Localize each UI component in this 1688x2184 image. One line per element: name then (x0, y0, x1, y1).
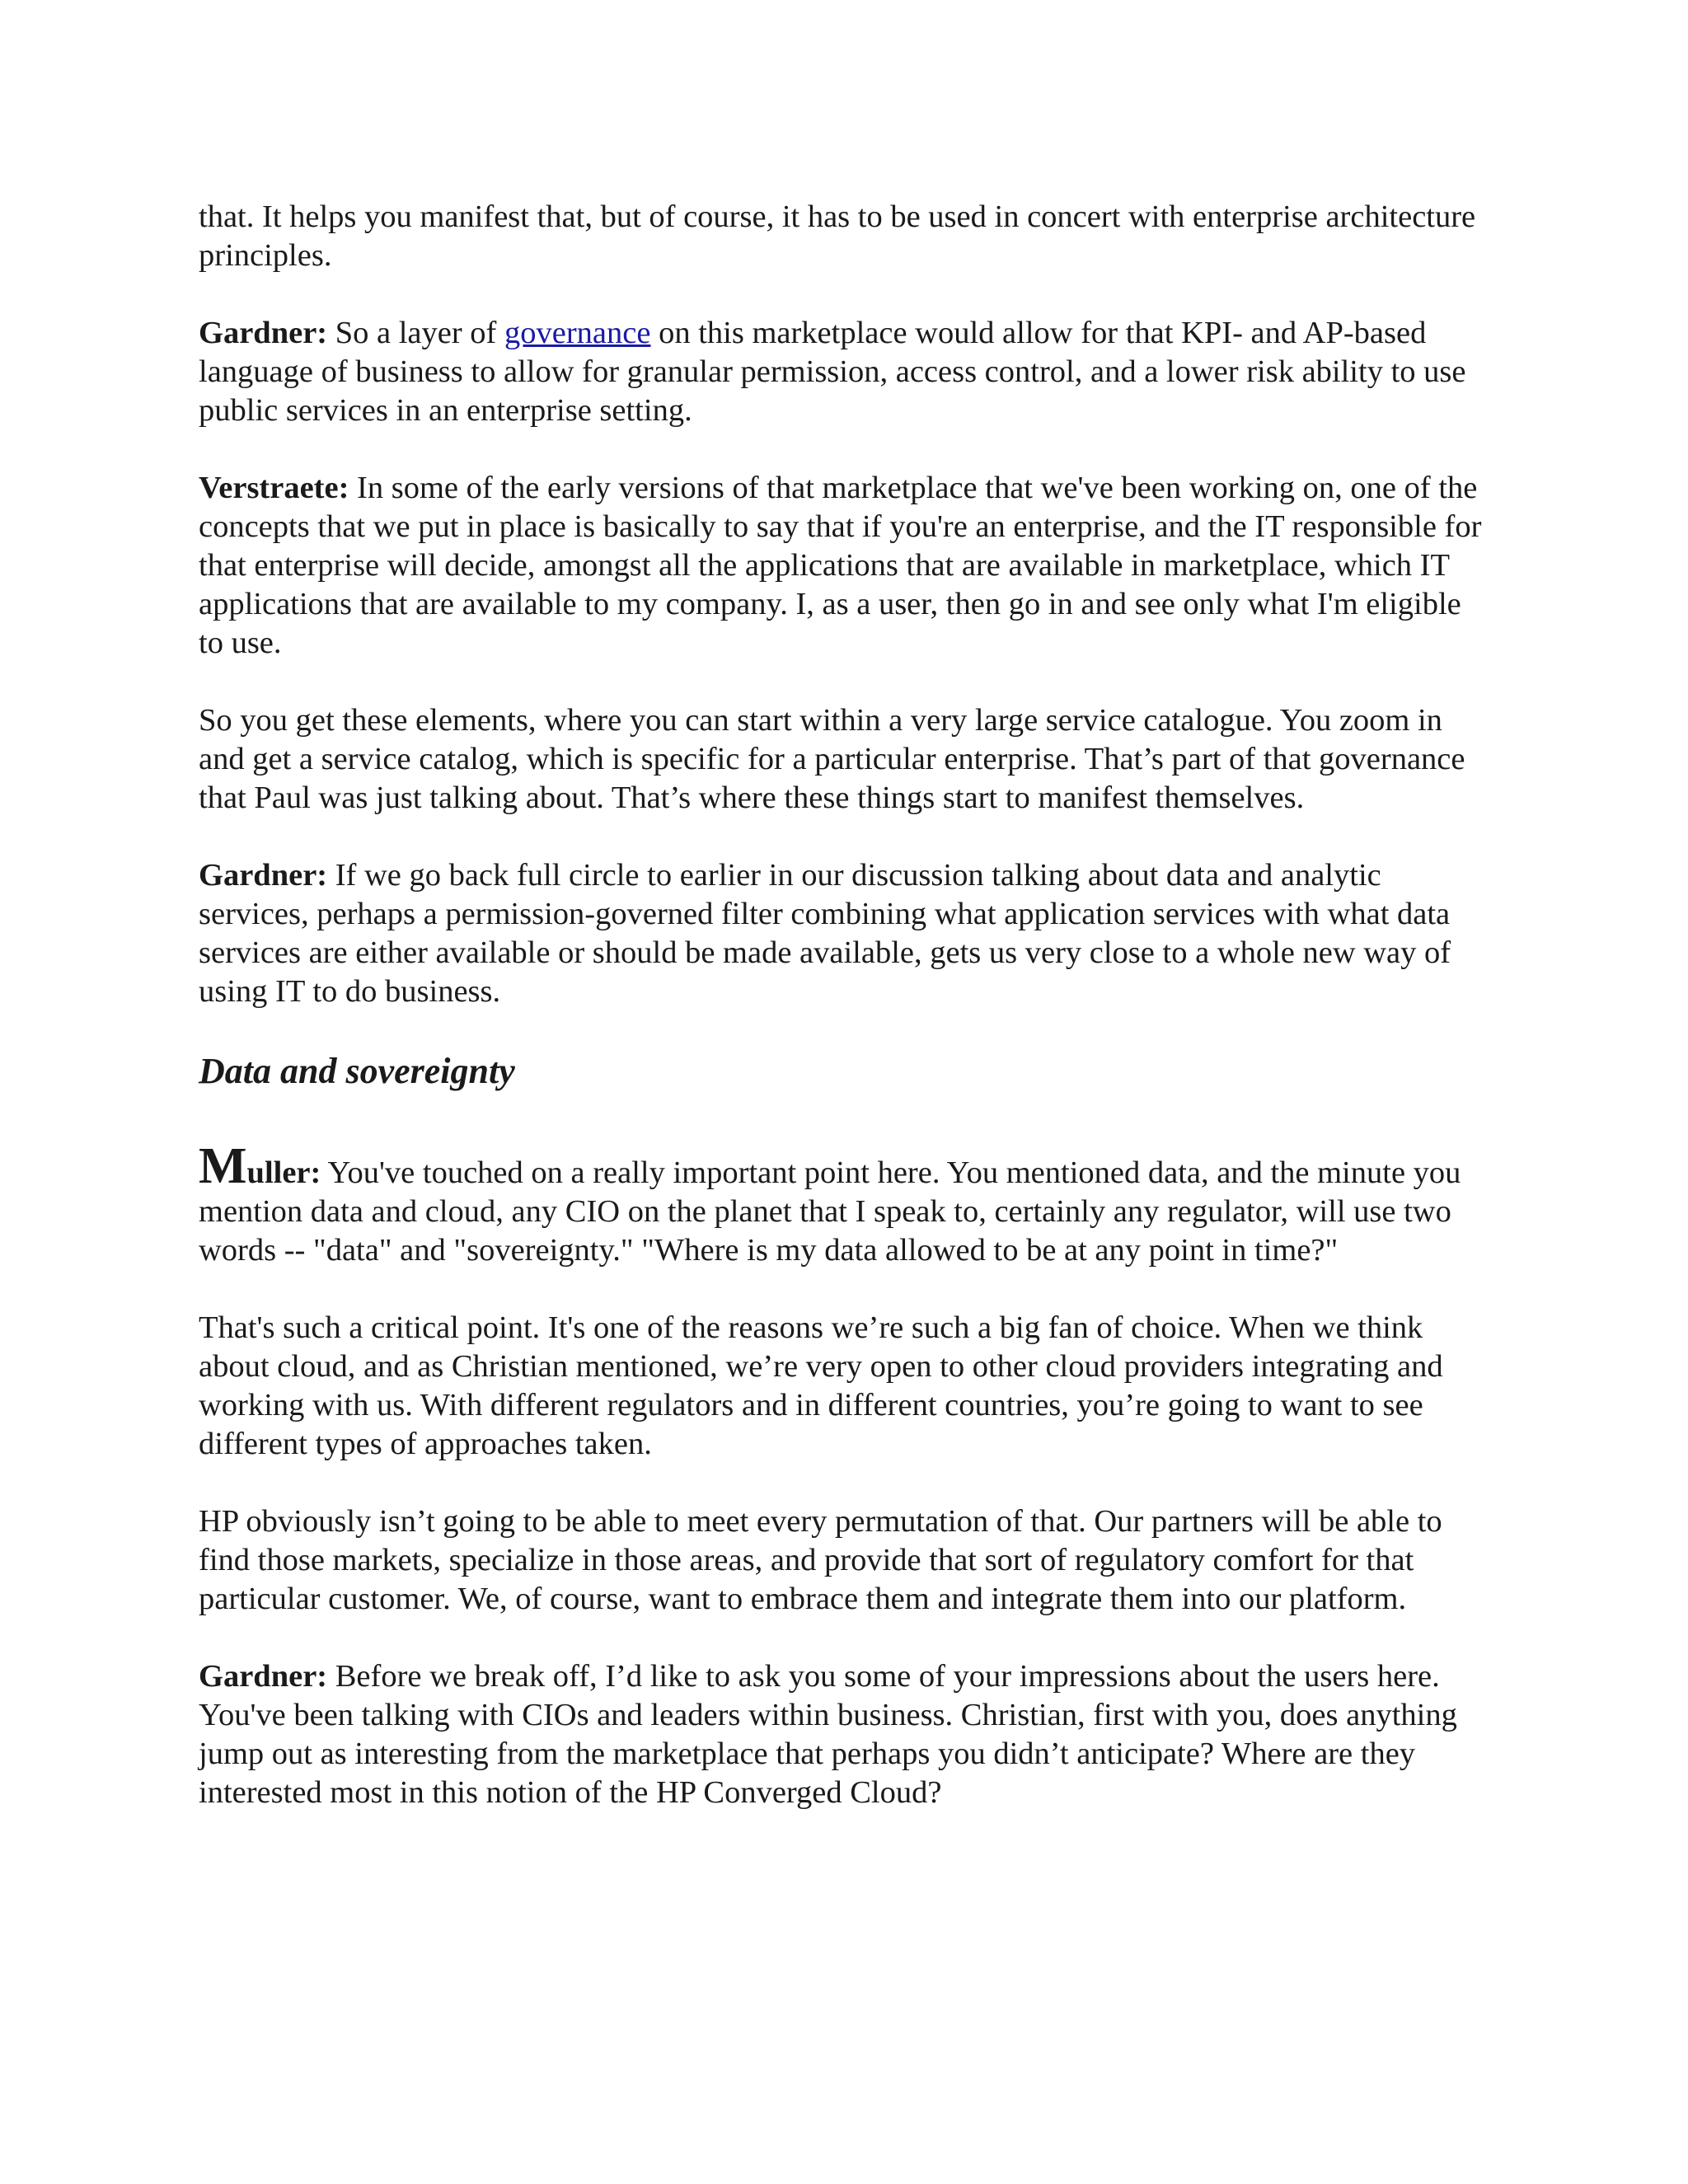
governance-link[interactable]: governance (504, 316, 651, 350)
document-page (199, 198, 1489, 1851)
paragraph (199, 198, 1489, 275)
speaker-name (199, 1138, 321, 1194)
speaker-name: Verstraete: (199, 471, 349, 505)
paragraph (199, 469, 1489, 663)
section-heading: Data and sovereignty (199, 1051, 515, 1091)
paragraph-text: Before we break off, I’d like to ask you some of your impressions about the users here. You've been talking with CIOs and leaders within business. Christian, first with you, does anything jump out as interesting from the marketplace that perhaps you didn’t anticipate? Where are they interested most in this notion of the HP Converged Cloud? (199, 1659, 1457, 1810)
speaker-name: Gardner: (199, 1659, 328, 1694)
paragraph (199, 1657, 1489, 1812)
paragraph-text: That's such a critical point. It's one of the reasons we’re such a big fan of choice. When we think about cloud, and as Christian mentioned, we’re very open to other cloud providers integrating and working with us. With different regulators and in different countries, you’re going to want to see different types of approaches taken. (199, 1310, 1443, 1461)
speaker-name: Gardner: (199, 316, 328, 350)
paragraph (199, 1502, 1489, 1619)
paragraph-text: So a layer of (327, 316, 504, 350)
paragraph-text: on this marketplace would allow for that KPI- and AP-based language of business to allow for granular permission, access control, and a lower risk ability to use public services in an enterprise setting. (199, 316, 1466, 428)
speaker-name-rest: uller: (246, 1155, 321, 1190)
paragraph-text: You've touched on a really important point here. You mentioned data, and the minute you mention data and cloud, any CIO on the planet that I speak to, certainly any regulator, will use two words -- "data" and "sovereignty." "Where is my data allowed to be at any point in time?" (199, 1155, 1461, 1268)
speaker-name: Gardner: (199, 858, 328, 893)
paragraph (199, 314, 1489, 430)
drop-cap: M (199, 1138, 247, 1194)
paragraph (199, 1138, 1489, 1270)
paragraph-text: If we go back full circle to earlier in our discussion talking about data and analytic services, perhaps a permission-governed filter combining what application services with what data services are either available or should be made available, gets us very close to a whole new way of using IT to do business. (199, 858, 1451, 1009)
paragraph-text: In some of the early versions of that marketplace that we've been working on, one of the concepts that we put in place is basically to say that if you're an enterprise, and the IT responsible for that enterprise will decide, amongst all the applications that are available in marketplace, which IT applications that are available to my company. I, as a user, then go in and see only what I'm eligible to use. (199, 471, 1482, 660)
paragraph (199, 856, 1489, 1011)
paragraph-text: that. It helps you manifest that, but of course, it has to be used in concert with enterprise architecture principles. (199, 199, 1476, 273)
paragraph (199, 701, 1489, 818)
paragraph-text: So you get these elements, where you can start within a very large service catalogue. You zoom in and get a service catalog, which is specific for a particular enterprise. That’s part of that governance that Paul was just talking about. That’s where these things start to manifest themselves. (199, 703, 1465, 815)
paragraph-text: HP obviously isn’t going to be able to meet every permutation of that. Our partners will be able to find those markets, specialize in those areas, and provide that sort of regulatory comfort for that particular customer. We, of course, want to embrace them and integrate them into our platform. (199, 1504, 1442, 1616)
paragraph (199, 1309, 1489, 1464)
